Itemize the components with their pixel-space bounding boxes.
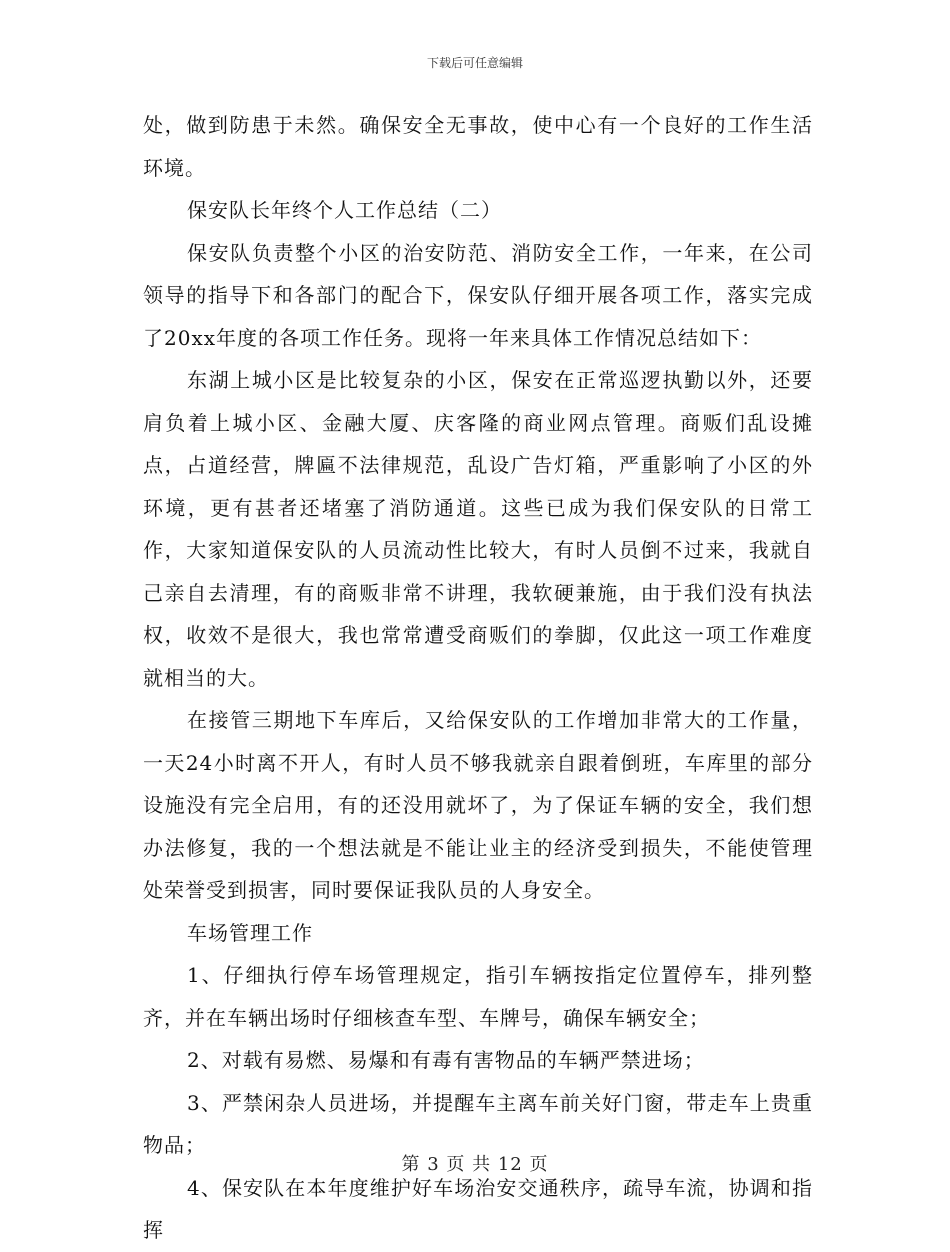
list-item-1: 1、仔细执行停车场管理规定，指引车辆按指定位置停车，排列整齐，并在车辆出场时仔细核查车型、车牌号，确保车辆安全； [143,963,813,1030]
paragraph-continuation: 处，做到防患于未然。确保安全无事故，使中心有一个良好的工作生活环境。 [143,113,813,180]
paragraph-community: 东湖上城小区是比较复杂的小区，保安在正常巡逻执勤以外，还要肩负着上城小区、金融大厦、庆客隆的商业网点管理。商贩们乱设摊点，占道经营，牌匾不法律规范，乱设广告灯箱，严重影响了小区的外环境，更有甚者还堵塞了消防通道。这些已成为我们保安队的日常工作，大家知道保安队的人员流动性比较大，有时人员倒不过来，我就自己亲自去清理，有的商贩非常不讲理，我软硬兼施，由于我们没有执法权，收效不是很大，我也常常遭受商贩们的拳脚，仅此这一项工作难度就相当的大。 [143,368,813,690]
list-item-2: 2、对载有易燃、易爆和有毒有害物品的车辆严禁进场； [187,1048,705,1072]
page-header-note: 下载后可任意编辑 [426,56,523,70]
paragraph-garage: 在接管三期地下车库后，又给保安队的工作增加非常大的工作量，一天24小时离不开人，有时人员不够我就亲自跟着倒班，车库里的部分设施没有完全启用，有的还没用就坏了，为了保证车辆的安全，我们想办法修复，我的一个想法就是不能让业主的经济受到损失，不能使管理处荣誉受到损害，同时要保证我队员的人身安全。 [143,708,813,902]
section-title: 保安队长年终个人工作总结（二） [187,198,502,222]
document-body [143,104,813,1252]
paragraph-intro: 保安队负责整个小区的治安防范、消防安全工作，一年来，在公司领导的指导下和各部门的配合下，保安队仔细开展各项工作，落实完成了20xx年度的各项工作任务。现将一年来具体工作情况总结如下： [143,240,813,350]
list-item-3: 3、严禁闲杂人员进场，并提醒车主离车前关好门窗，带走车上贵重物品； [143,1090,813,1157]
page-number: 第 3 页 共 12 页 [401,1154,549,1175]
subheading-parking: 车场管理工作 [187,920,313,945]
list-item-4: 4、保安队在本年度维护好车场治安交通秩序，疏导车流，协调和指挥 [143,1175,813,1242]
